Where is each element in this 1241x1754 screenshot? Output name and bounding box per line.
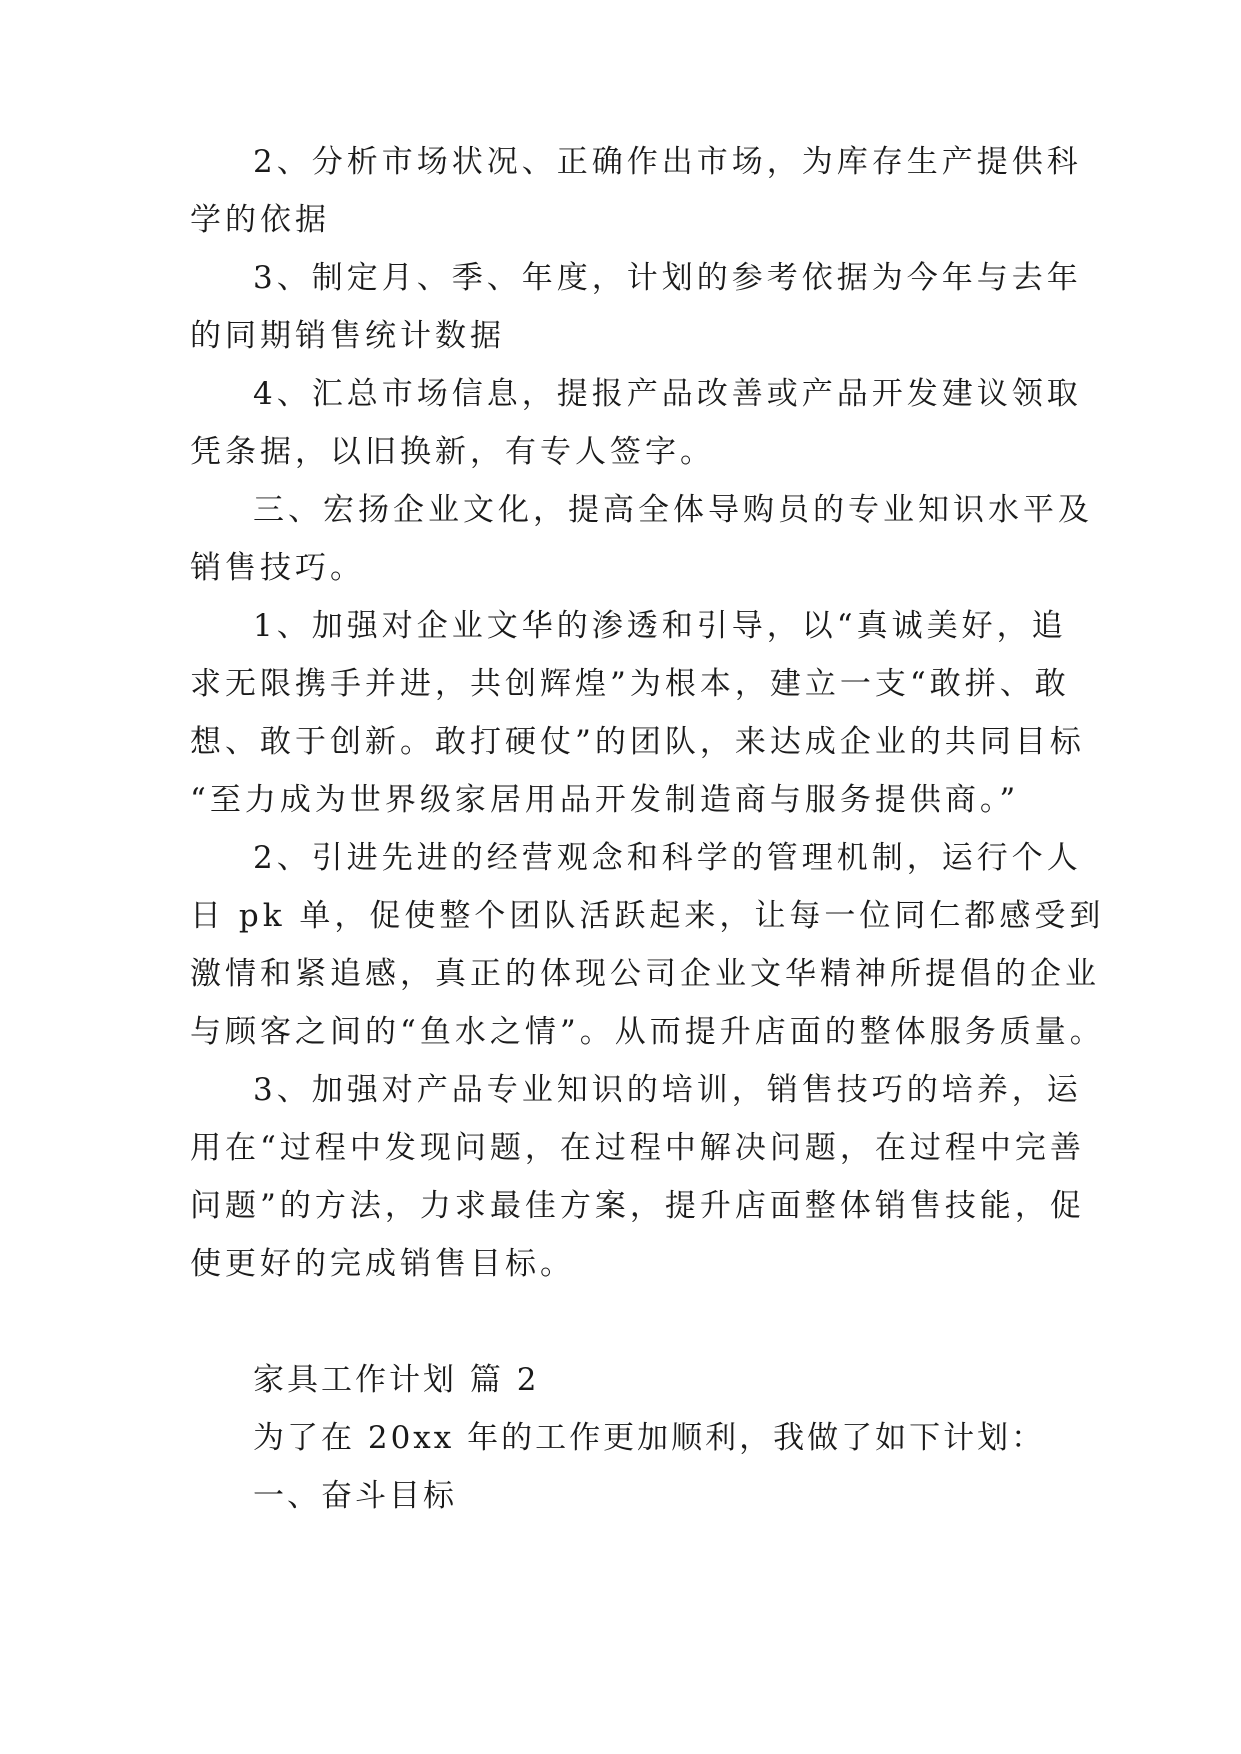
paragraph-line: 销售技巧。 [190,550,365,586]
paragraph-line: 3、制定月、季、年度，计划的参考依据为今年与去年 [253,260,1082,296]
paragraph-line: 1、加强对企业文华的渗透和引导，以“真诚美好，追 [253,608,1067,644]
paragraph-line: 凭条据，以旧换新，有专人签字。 [190,434,715,470]
paragraph-5 [190,606,1085,838]
paragraph-line: 日 pk 单，促使整个团队活跃起来，让每一位同仁都感受到 [190,898,1105,934]
paragraph-line: 学的依据 [190,202,330,238]
paragraph-line: 三、宏扬企业文化，提高全体导购员的专业知识水平及 [253,492,1093,528]
section-intro: 为了在 20xx 年的工作更加顺利，我做了如下计划： [253,1420,1046,1456]
paragraph-line: 3、加强对产品专业知识的培训，销售技巧的培养，运 [253,1072,1082,1108]
paragraph-line: 与顾客之间的“鱼水之情”。从而提升店面的整体服务质量。 [190,1014,1105,1050]
section-subheading: 一、奋斗目标 [253,1478,457,1514]
paragraph-3 [190,374,1082,490]
paragraph-line: 想、敢于创新。敢打硬仗”的团队，来达成企业的共同目标 [190,724,1085,760]
paragraph-4 [190,490,1093,606]
paragraph-7 [190,1070,1085,1302]
paragraph-line: “至力成为世界级家居用品开发制造商与服务提供商。” [190,782,1020,818]
paragraph-line: 用在“过程中发现问题，在过程中解决问题，在过程中完善 [190,1130,1085,1166]
paragraph-line: 2、分析市场状况、正确作出市场，为库存生产提供科 [253,144,1082,180]
paragraph-line: 使更好的完成销售目标。 [190,1246,575,1282]
section-title: 家具工作计划 篇 2 [253,1362,540,1398]
paragraph-6 [190,838,1105,1070]
paragraph-2 [190,258,1082,374]
paragraph-line: 2、引进先进的经营观念和科学的管理机制，运行个人 [253,840,1082,876]
paragraph-line: 4、汇总市场信息，提报产品改善或产品开发建议领取 [253,376,1082,412]
paragraph-line: 的同期销售统计数据 [190,318,505,354]
paragraph-line: 问题”的方法，力求最佳方案，提升店面整体销售技能，促 [190,1188,1085,1224]
paragraph-line: 激情和紧追感，真正的体现公司企业文华精神所提倡的企业 [190,956,1100,992]
paragraph-1 [190,142,1082,258]
section-heading-block [190,1360,1070,1534]
paragraph-line: 求无限携手并进，共创辉煌”为根本，建立一支“敢拼、敢 [190,666,1070,702]
